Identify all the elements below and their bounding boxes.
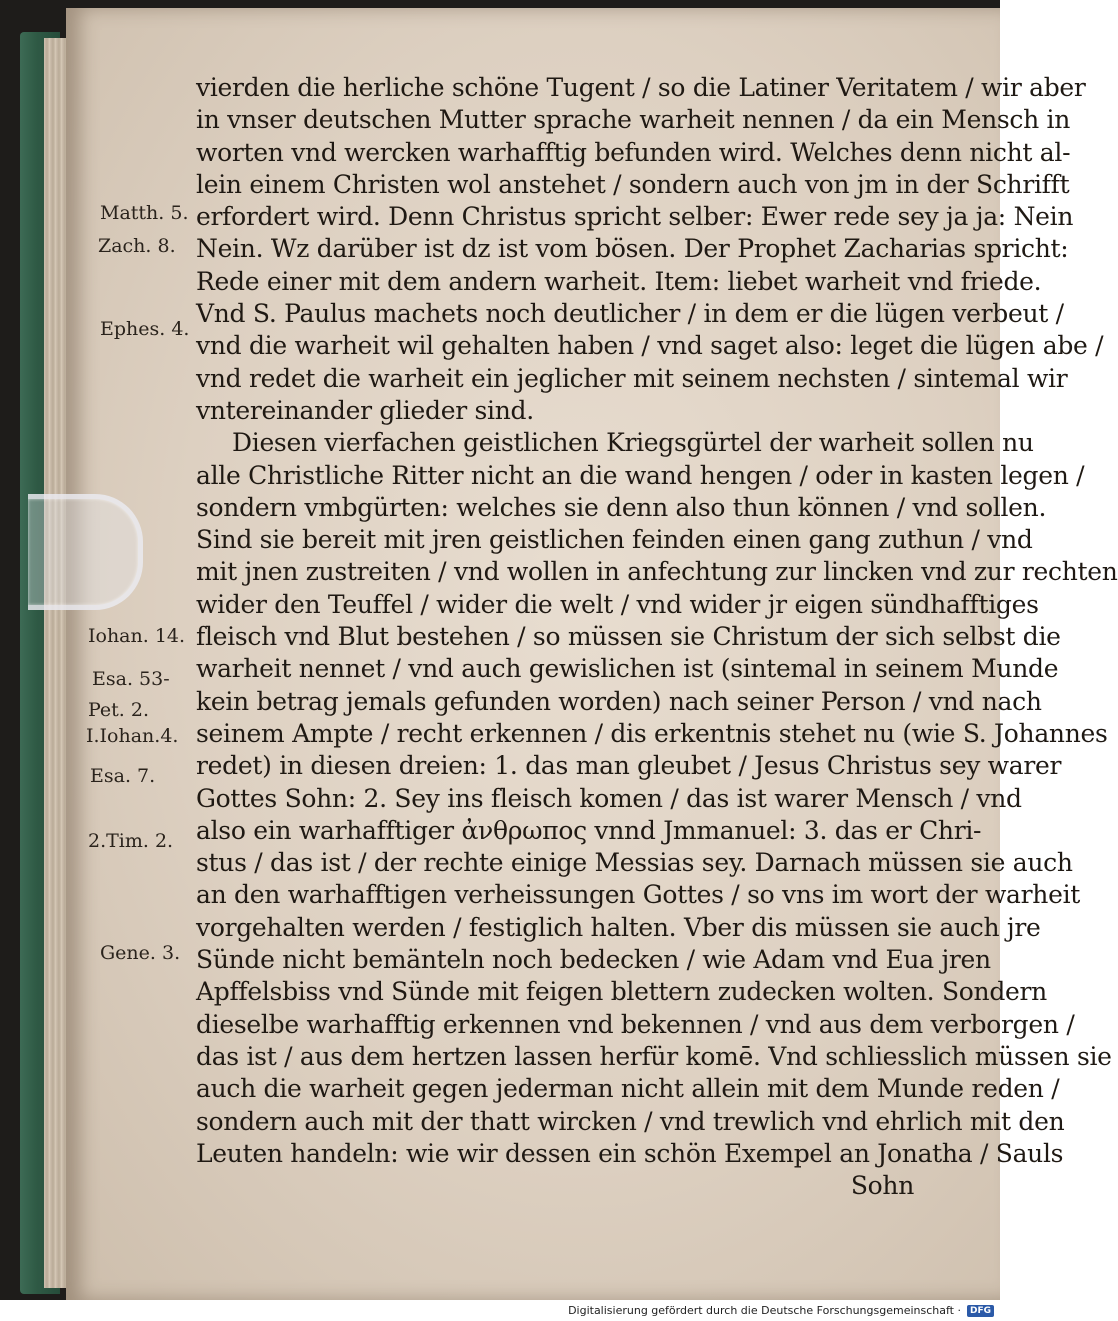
text-line: auch die warheit gegen jederman nicht allein mit dem Munde reden / [196, 1074, 1060, 1104]
text-line: vntereinander glieder sind. [196, 395, 534, 425]
margin-note: Zach. 8. [98, 235, 176, 257]
text-line: Gottes Sohn: 2. Sey ins fleisch komen / das ist warer Mensch / vnd [196, 783, 1022, 813]
text-line: in vnser deutschen Mutter sprache warheit nennen / da ein Mensch in [196, 105, 1071, 135]
body-text [196, 72, 1118, 1202]
text-line: vorgehalten werden / festiglich halten. Vber dis müssen sie auch jre [196, 912, 1041, 942]
margin-note: Esa. 53- [92, 668, 170, 690]
text-line: mit jnen zustreiten / vnd wollen in anfechtung zur lincken vnd zur rechten [196, 557, 1118, 587]
text-line: redet) in diesen dreien: 1. das man gleubet / Jesus Christus sey warer [196, 751, 1062, 781]
text-line: Nein. Wz darüber ist dz ist vom bösen. Der Prophet Zacharias spricht: [196, 234, 1069, 264]
catchword: Sohn [850, 1171, 914, 1201]
funding-notice: Digitalisierung gefördert durch die Deutsche Forschungsgemeinschaft · [568, 1304, 961, 1317]
text-line: vnd die warheit wil gehalten haben / vnd saget also: leget die lügen abe / [196, 331, 1104, 361]
text-line: sondern auch mit der thatt wircken / vnd trewlich vnd ehrlich mit den [196, 1106, 1065, 1136]
text-line: an den warhafftigen verheissungen Gottes / so vns im wort der warheit [196, 880, 1081, 910]
text-line: warheit nennet / vnd auch gewislichen ist (sintemal in seinem Munde [196, 654, 1059, 684]
margin-note: Matth. 5. [100, 202, 189, 224]
margin-note: Pet. 2. [88, 699, 150, 721]
text-line: wider den Teuffel / wider die welt / vnd wider jr eigen sündhafftiges [196, 589, 1039, 619]
text-line: also ein warhafftiger ἀνθρωπος vnnd Jmmanuel: 3. das er Chri- [196, 815, 982, 845]
text-line: erfordert wird. Denn Christus spricht selber: Ewer rede sey ja ja: Nein [196, 202, 1074, 232]
text-line: vnd redet die warheit ein jeglicher mit seinem nechsten / sintemal wir [196, 363, 1068, 393]
margin-note: Esa. 7. [90, 765, 156, 787]
text-line: Sind sie bereit mit jren geistlichen feinden einen gang zuthun / vnd [196, 525, 1033, 555]
margin-note: Iohan. 14. [88, 625, 186, 647]
text-line: kein betrag jemals gefunden worden) nach seiner Person / vnd nach [196, 686, 1042, 716]
dfg-logo: DFG [967, 1305, 994, 1317]
text-line: vierden die herliche schöne Tugent / so die Latiner Veritatem / wir aber [196, 73, 1086, 102]
margin-note: Ephes. 4. [100, 318, 190, 340]
text-line: Leuten handeln: wie wir dessen ein schön Exempel an Jonatha / Sauls [196, 1138, 1064, 1168]
page-clip [28, 494, 143, 610]
text-line: sondern vmbgürten: welches sie denn also thun können / vnd sollen. [196, 492, 1047, 522]
text-line: lein einem Christen wol anstehet / sondern auch von jm in der Schrifft [196, 169, 1070, 199]
text-line: seinem Ampte / recht erkennen / dis erkentnis stehet nu (wie S. Johannes [196, 718, 1108, 748]
text-line: alle Christliche Ritter nicht an die wand hengen / oder in kasten legen / [196, 460, 1085, 490]
text-line: Rede einer mit dem andern warheit. Item: liebet warheit vnd friede. [196, 266, 1042, 296]
text-line: Diesen vierfachen geistlichen Kriegsgürtel der warheit sollen nu [232, 428, 1034, 458]
footer-bar [0, 1300, 1000, 1321]
text-line: stus / das ist / der rechte einige Messias sey. Darnach müssen sie auch [196, 848, 1073, 878]
text-line: Apffelsbiss vnd Sünde mit feigen blettern zudecken wolten. Sondern [196, 977, 1047, 1007]
text-line: dieselbe warhafftig erkennen vnd bekennen / vnd aus dem verborgen / [196, 1009, 1075, 1039]
margin-note: I.Iohan.4. [86, 725, 179, 747]
text-line: fleisch vnd Blut bestehen / so müssen sie Christum der sich selbst die [196, 622, 1061, 652]
text-line: das ist / aus dem hertzen lassen herfür komē. Vnd schliesslich müssen sie [196, 1041, 1112, 1071]
text-line: Vnd S. Paulus machets noch deutlicher / in dem er die lügen verbeut / [196, 299, 1064, 329]
margin-note: 2.Tim. 2. [88, 830, 174, 852]
text-line: worten vnd wercken warhafftig befunden wird. Welches denn nicht al- [196, 137, 1071, 167]
margin-note: Gene. 3. [100, 942, 181, 964]
text-line: Sünde nicht bemänteln noch bedecken / wie Adam vnd Eua jren [196, 945, 991, 975]
